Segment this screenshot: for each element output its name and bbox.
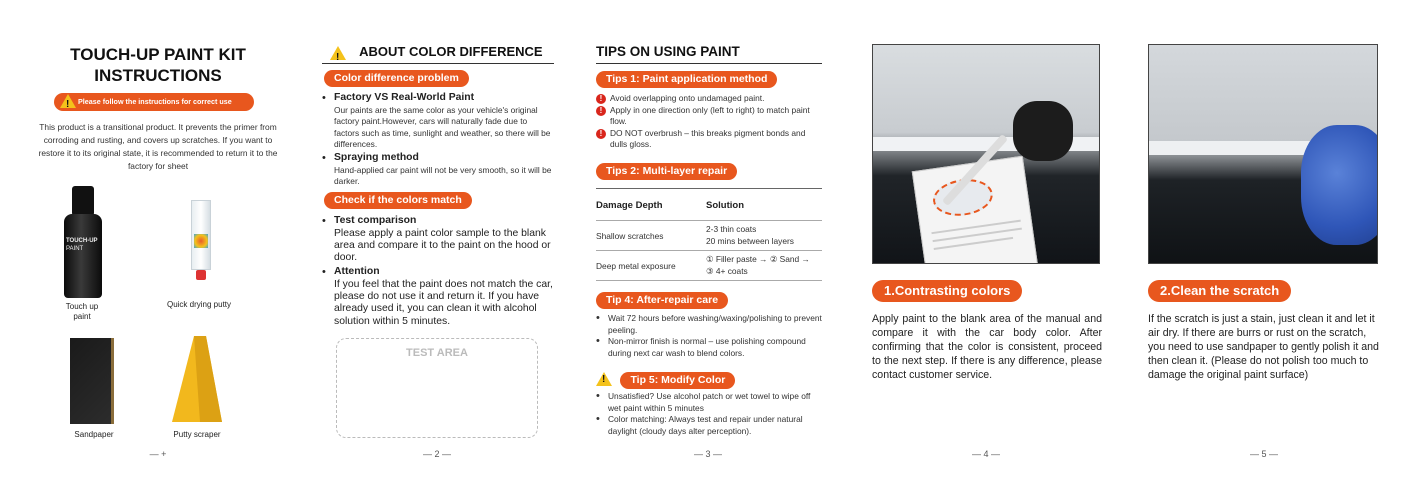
tip1-item: ! DO NOT overbrush – this breaks pigment bonds and dulls gloss. <box>596 128 822 151</box>
bullet-test: • Test comparison Please apply a paint color sample to the blank area and compare it to the paint on the hood or door. <box>322 215 556 265</box>
table-header-solution: Solution <box>706 200 744 211</box>
panel-step2 <box>1146 0 1382 484</box>
warning-icon <box>60 94 76 108</box>
panel-tips: TIPS ON USING PAINT Tips 1: Paint application method ! Avoid overlapping onto undamaged paint. ! Apply in one direction only (left to right) to match paint flow. ! DO NOT overbrush – this breaks pigment bonds and dulls gloss. Tips 2: Multi-layer repair Damage Depth Solution Shallow scratches 2-3 thin coats 20 mins between layers Deep metal exposure ① Filler paste → ② Sand → ③ 4+ coats Tip 4: After-repair care • Wait 72 hours before washing/waxing/polishing to prevent peeling. • Non-mirror finish is normal – use polishing compound during next car wash to blend colors. ! Tip 5: Modify Color • Unsatisfied? Use alcohol patch or wet towel to wipe off wet paint within 5 minutes • Color matching: Always test and repair under natural daylight (cloudy days alter perception). — 3 — <box>592 0 824 484</box>
tip1-item: ! Apply in one direction only (left to right) to match paint flow. <box>596 105 822 128</box>
section-pill: Color difference problem <box>324 70 469 87</box>
page-title: TOUCH-UP PAINT KIT INSTRUCTIONS <box>70 45 246 85</box>
tip4-item: • Non-mirror finish is normal – use polishing compound during next car wash to blend colors. <box>596 336 822 359</box>
page-number: — 4 — <box>971 449 1000 459</box>
bullet-factory: • Factory VS Real-World Paint Our paints are the same color as your vehicle's original factory paint.However, cars will naturally fade due to factors such as time, sunlight and weather, so there will be differences. <box>322 92 554 151</box>
tip5-item: • Unsatisfied? Use alcohol patch or wet towel to wipe off wet paint within 5 minutes <box>596 391 822 414</box>
section-pill: Check if the colors match <box>324 192 472 209</box>
page-number: — + <box>149 449 167 459</box>
alert-icon: ! <box>596 94 606 104</box>
panel-intro <box>40 0 276 484</box>
table-header-depth: Damage Depth <box>596 200 663 211</box>
tip1-item: ! Avoid overlapping onto undamaged paint. <box>596 93 822 105</box>
tip5-list <box>596 391 822 437</box>
notice-badge: ! Please follow the instructions for correct use <box>54 93 254 111</box>
tip5-header <box>596 370 735 389</box>
warning-icon <box>330 46 346 60</box>
bullet-spraying: • Spraying method Hand-applied car paint will not be very smooth, so it will be darker. <box>322 152 554 188</box>
step1-text: Apply paint to the blank area of the manual and compare it with the car body color. After confirming that the color is consistent, proceed to the next step. If there is any difference, please contact customer service. <box>872 313 1102 381</box>
item-label-bottle: Touch up paint <box>65 302 99 321</box>
sandpaper-image <box>70 338 114 424</box>
putty-tube <box>186 200 216 282</box>
item-label-putty: Quick drying putty <box>166 300 232 309</box>
tip1-list <box>596 93 822 151</box>
item-label-sandpaper: Sandpaper <box>74 430 114 439</box>
tip5-item: • Color matching: Always test and repair under natural daylight (cloudy days alter perception). <box>596 414 822 437</box>
bullet-attention: • Attention If you feel that the paint does not match the car, please do not use it and return it. If you have already used it, you can clean it with alcohol solution within 5 minutes. <box>322 266 556 328</box>
alert-icon: ! <box>596 106 606 116</box>
test-area: TEST AREA <box>336 338 538 438</box>
tip-pill: Tips 2: Multi-layer repair <box>596 163 737 180</box>
page-number: — 5 — <box>1249 449 1278 459</box>
hand <box>1013 101 1073 161</box>
page-number: — 2 — <box>422 449 451 459</box>
step1-photo <box>872 44 1100 264</box>
tip-pill: Tip 4: After-repair care <box>596 292 728 309</box>
putty-scraper-image <box>164 334 224 424</box>
step-pill: 1.Contrasting colors <box>872 280 1022 302</box>
item-label-scraper: Putty scraper <box>173 430 221 439</box>
tip-pill: Tips 1: Paint application method <box>596 71 777 88</box>
intro-text: This product is a transitional product. It prevents the primer from corroding and rusting, and covers up scratches. If you want to restore it to its original state, it is recommended to return it to the factory for sheet <box>38 122 278 171</box>
panel-step1 <box>870 0 1102 484</box>
tip4-list <box>596 313 822 359</box>
tip4-item: • Wait 72 hours before washing/waxing/polishing to prevent peeling. <box>596 313 822 336</box>
warning-icon <box>596 372 612 386</box>
divider <box>322 63 554 64</box>
cloth <box>1301 125 1378 245</box>
section-header: ! ABOUT COLOR DIFFERENCE <box>330 42 543 62</box>
touch-up-paint-bottle: TOUCH-UP PAINT <box>62 186 104 298</box>
tip-pill: Tip 5: Modify Color <box>620 372 735 389</box>
divider <box>596 63 822 64</box>
page-number: — 3 — <box>693 449 722 459</box>
panel-color-difference <box>318 0 556 484</box>
alert-icon: ! <box>596 129 606 139</box>
section-header: TIPS ON USING PAINT <box>596 44 740 59</box>
step-pill: 2.Clean the scratch <box>1148 280 1291 302</box>
step2-photo <box>1148 44 1378 264</box>
step2-text: If the scratch is just a stain, just clean it and let it air dry. If there are burrs or rust on the scratch, you need to use sandpaper to gently polish it and then clean it. (Please do not polish too much to damage the original paint surface) <box>1148 313 1379 381</box>
